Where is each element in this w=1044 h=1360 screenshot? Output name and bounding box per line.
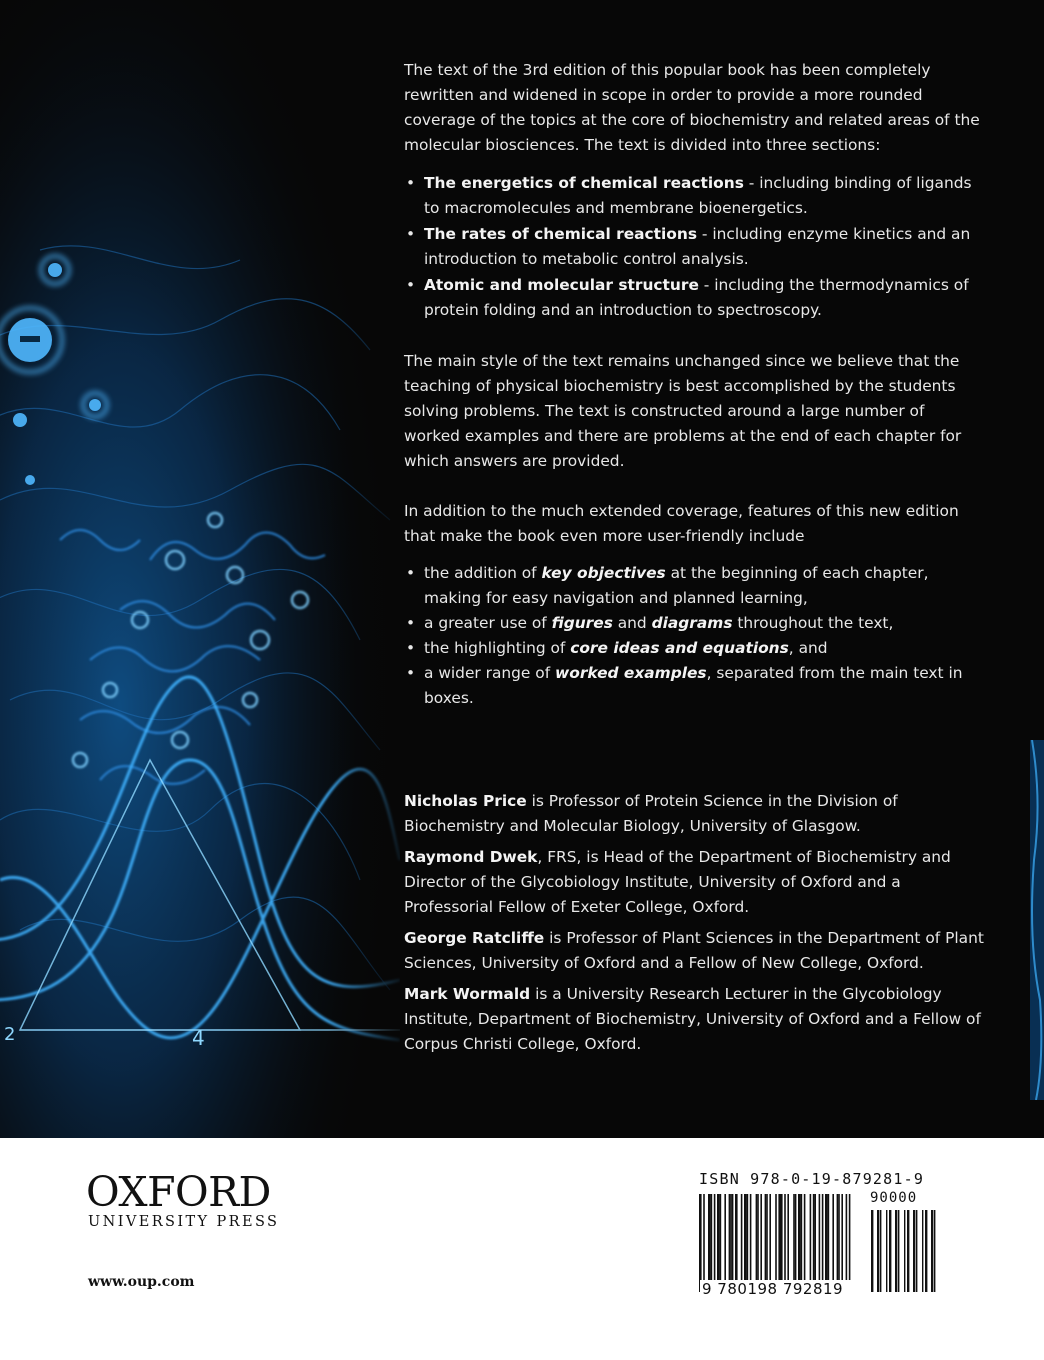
feature-item: [404, 661, 984, 711]
section-desc: - including binding of ligands to macromolecules and membrane bioenergetics.: [424, 174, 972, 217]
publisher-url[interactable]: www.oup.com: [88, 1274, 195, 1290]
feature-emphasis: diagrams: [651, 614, 733, 632]
feature-item: [404, 611, 984, 636]
publisher-logo: OXFORD: [86, 1168, 271, 1216]
feature-emphasis: key objectives: [541, 564, 666, 582]
author-description: , FRS, is Head of the Department of Biochemistry and Director of the Glycobiology Institute, University of Oxford and a Professorial Fellow of Exeter College, Oxford.: [404, 848, 951, 916]
feature-text: at the beginning of each chapter, making for easy navigation and planned learning,: [424, 564, 929, 607]
features-intro: In addition to the much extended coverage, features of this new edition that make the book even more user-friendly include: [404, 502, 959, 545]
style-paragraph: The main style of the text remains unchanged since we believe that the teaching of physical biochemistry is best accomplished by the students solving problems. The text is constructed around a large number of worked examples and there are problems at the end of each chapter for which answers are provided.: [404, 352, 962, 470]
section-item: [404, 222, 984, 272]
section-title: The rates of chemical reactions: [424, 225, 698, 243]
back-cover-description: [404, 58, 984, 711]
feature-text: , separated from the main text in boxes.: [424, 664, 963, 707]
author-name: George Ratcliffe: [404, 929, 545, 947]
feature-text: and: [612, 614, 652, 632]
barcode-number: 9 780198 792819: [700, 1280, 868, 1298]
cover-art-edge-strip: [1030, 740, 1044, 1100]
author-bio: [404, 926, 984, 976]
publisher-subtitle: UNIVERSITY PRESS: [88, 1214, 280, 1230]
feature-text: , and: [788, 639, 828, 657]
feature-emphasis: figures: [551, 614, 613, 632]
sections-list: [404, 171, 984, 323]
author-name: Raymond Dwek: [404, 848, 538, 866]
feature-item: [404, 561, 984, 611]
barcode-addon-code: 90000: [870, 1190, 918, 1206]
feature-text: the highlighting of: [424, 639, 571, 657]
section-desc: - including enzyme kinetics and an introduction to metabolic control analysis.: [424, 225, 971, 268]
section-desc: - including the thermodynamics of protein folding and an introduction to spectroscopy.: [424, 276, 969, 319]
feature-emphasis: worked examples: [555, 664, 707, 682]
feature-emphasis: core ideas and equations: [570, 639, 789, 657]
feature-text: the addition of: [424, 564, 542, 582]
author-bio: [404, 789, 984, 839]
author-bio: [404, 982, 984, 1057]
author-bios: [404, 789, 984, 1063]
intro-paragraph: The text of the 3rd edition of this popular book has been completely rewritten and widened in scope in order to provide a more rounded coverage of the topics at the core of biochemistry and related areas of the molecular biosciences. The text is divided into three sections:: [404, 61, 980, 154]
feature-text: a wider range of: [424, 664, 556, 682]
isbn-label: ISBN 978-0-19-879281-9: [699, 1170, 925, 1188]
author-description: is Professor of Protein Science in the Division of Biochemistry and Molecular Biology, University of Glasgow.: [404, 792, 898, 835]
feature-text: a greater use of: [424, 614, 552, 632]
cover-art-molecule-image: [0, 0, 400, 1140]
author-name: Nicholas Price: [404, 792, 527, 810]
section-item: [404, 171, 984, 221]
section-title: Atomic and molecular structure: [424, 276, 699, 294]
section-title: The energetics of chemical reactions: [424, 174, 744, 192]
section-item: [404, 273, 984, 323]
features-list: [404, 561, 984, 711]
author-bio: [404, 845, 984, 920]
author-description: is a University Research Lecturer in the Glycobiology Institute, Department of Biochemistry, University of Oxford and a Fellow of Corpus Christi College, Oxford.: [404, 985, 981, 1053]
author-name: Mark Wormald: [404, 985, 531, 1003]
feature-text: throughout the text,: [732, 614, 894, 632]
publisher-footer: [0, 1138, 1044, 1360]
author-description: is Professor of Plant Sciences in the Department of Plant Sciences, University of Oxford and a Fellow of New College, Oxford.: [404, 929, 984, 972]
feature-item: [404, 636, 984, 661]
